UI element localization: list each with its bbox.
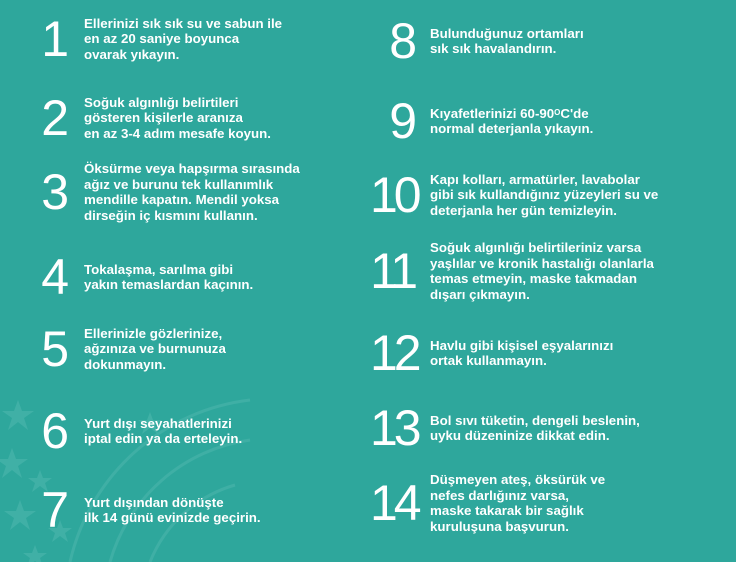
item-number: 5 <box>41 321 66 377</box>
list-item <box>0 249 254 305</box>
item-text: Havlu gibi kişisel eşyalarınızı ortak kullanmayın. <box>430 337 614 368</box>
list-item <box>370 325 614 381</box>
list-item <box>370 167 659 223</box>
item-text: Yurt dışından dönüşte ilk 14 günü evinizde geçirin. <box>84 494 261 525</box>
list-item <box>0 321 226 377</box>
list-item <box>0 482 261 538</box>
item-number: 8 <box>389 13 414 69</box>
item-number: 9 <box>389 93 414 149</box>
item-number: 1 <box>41 11 66 67</box>
item-number: 2 <box>41 90 66 146</box>
item-number: 14 <box>370 475 418 531</box>
item-text: Öksürme veya hapşırma sırasında ağız ve burunu tek kullanımlık mendille kapatın. Mendil yoksa dirseğin iç kısmını kullanın. <box>84 161 300 223</box>
item-text: Soğuk algınlığı belirtileriniz varsa yaşlılar ve kronik hastalığı olanlarla temas etmeyin, maske takmadan dışarı çıkmayın. <box>430 240 654 302</box>
item-number: 7 <box>41 482 66 538</box>
item-number: 12 <box>370 325 418 381</box>
item-text-part: Kıyafetlerinizi 60-90 <box>430 105 555 121</box>
item-text: Düşmeyen ateş, öksürük ve nefes darlığınız varsa, maske takarak bir sağlık kuruluşuna başvurun. <box>430 472 606 534</box>
degree-superscript: O <box>554 107 561 117</box>
item-text: Kapı kolları, armatürler, lavabolar gibi sık kullandığınız yüzeyleri su ve deterjanla her gün temizleyin. <box>430 171 659 218</box>
item-number: 3 <box>41 164 66 220</box>
list-item <box>0 161 300 223</box>
item-number: 6 <box>41 403 66 459</box>
list-item <box>0 11 283 67</box>
list-item <box>0 90 271 146</box>
item-text: Yurt dışı seyahatlerinizi iptal edin ya da erteleyin. <box>84 415 243 446</box>
item-number: 11 <box>370 243 414 299</box>
list-item <box>370 13 584 69</box>
list-item <box>370 93 594 149</box>
item-number: 13 <box>370 400 418 456</box>
list-item <box>0 403 243 459</box>
item-text <box>430 106 593 137</box>
item-text: Soğuk algınlığı belirtileri gösteren kişilerle aranıza en az 3-4 adım mesafe koyun. <box>84 94 271 141</box>
list-item <box>370 400 640 456</box>
item-number: 4 <box>41 249 66 305</box>
list-item <box>370 472 605 534</box>
item-text-part: C'de normal deterjanla yıkayın. <box>430 105 594 136</box>
item-text: Bol sıvı tüketin, dengeli beslenin, uyku düzeninize dikkat edin. <box>430 412 640 443</box>
item-text: Ellerinizle gözlerinize, ağzınıza ve burnunuza dokunmayın. <box>84 325 226 372</box>
item-number: 10 <box>370 167 418 223</box>
item-text: Tokalaşma, sarılma gibi yakın temaslardan kaçının. <box>84 261 254 292</box>
list-item <box>370 240 654 302</box>
star-icon <box>23 545 47 562</box>
item-text: Bulunduğunuz ortamları sık sık havalandırın. <box>430 25 584 56</box>
item-text: Ellerinizi sık sık su ve sabun ile en az 20 saniye boyunca ovarak yıkayın. <box>84 15 283 62</box>
